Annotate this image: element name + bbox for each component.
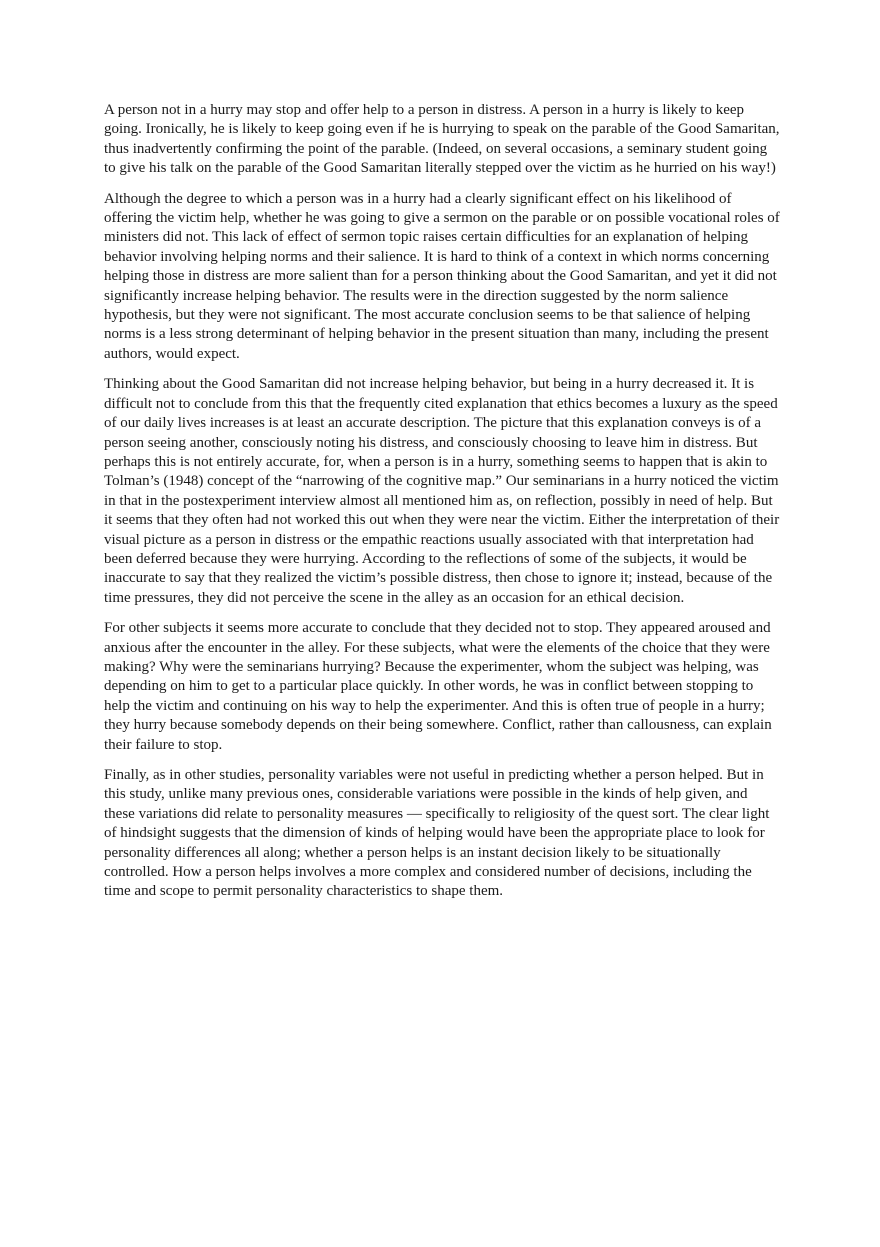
paragraph-4: For other subjects it seems more accurate to conclude that they decided not to stop. They appeared aroused and anxious after the encounter in the alley. For these subjects, what were the elements of the choice that they were making? Why were the seminarians hurrying? Because the experimenter, whom the subject was helping, was depending on him to get to a particular place quickly. In other words, he was in conflict between stopping to help the victim and continuing on his way to help the experimenter. And this is often true of people in a hurry; they hurry because somebody depends on their being somewhere. Conflict, rather than callousness, can explain their failure to stop. xyxy=(104,620,772,753)
document-page xyxy=(104,101,780,913)
paragraph-3: Thinking about the Good Samaritan did not increase helping behavior, but being in a hurry decreased it. It is difficult not to conclude from this that the frequently cited explanation that ethics becomes a luxury as the speed of our daily lives increases is at least an accurate description. The picture that this explanation conveys is of a person seeing another, consciously noting his distress, and consciously choosing to leave him in distress. But perhaps this is not entirely accurate, for, when a person is in a hurry, something seems to happen that is akin to Tolman’s (1948) concept of the “narrowing of the cognitive map.” Our seminarians in a hurry noticed the victim in that in the postexperiment interview almost all mentioned him as, on reflection, possibly in need of help. But it seems that they often had not worked this out when they were near the victim. Either the interpretation of their visual picture as a person in distress or the empathic reactions usually associated with that interpretation had been deferred because they were hurrying. According to the reflections of some of the subjects, it would be inaccurate to say that they realized the victim’s possible distress, then chose to ignore it; instead, because of the time pressures, they did not perceive the scene in the alley as an occasion for an ethical decision. xyxy=(104,376,780,606)
paragraph-2: Although the degree to which a person was in a hurry had a clearly significant effect on his likelihood of offering the victim help, whether he was going to give a sermon on the parable or on possible vocational roles of ministers did not. This lack of effect of sermon topic raises certain difficulties for an explanation of helping behavior involving helping norms and their salience. It is hard to think of a context in which norms concerning helping those in distress are more salient than for a person thinking about the Good Samaritan, and yet it did not significantly increase helping behavior. The results were in the direction suggested by the norm salience hypothesis, but they were not significant. The most accurate conclusion seems to be that salience of helping norms is a less strong determinant of helping behavior in the present situation than many, including the present authors, would expect. xyxy=(104,190,780,362)
paragraph-1: A person not in a hurry may stop and offer help to a person in distress. A person in a hurry is likely to keep going. Ironically, he is likely to keep going even if he is hurrying to speak on the parable of the Good Samaritan, thus inadvertently confirming the point of the parable. (Indeed, on several occasions, a seminary student going to give his talk on the parable of the Good Samaritan literally stepped over the victim as he hurried on his way!) xyxy=(104,102,780,177)
paragraph-5: Finally, as in other studies, personality variables were not useful in predicting whether a person helped. But in this study, unlike many previous ones, considerable variations were possible in the kinds of help given, and these variations did relate to personality measures — specifically to religiosity of the quest sort. The clear light of hindsight suggests that the dimension of kinds of helping would have been the appropriate place to look for personality differences all along; whether a person helps is an instant decision likely to be situationally controlled. How a person helps involves a more complex and considered number of decisions, including the time and scope to permit personality characteristics to shape them. xyxy=(104,767,770,900)
